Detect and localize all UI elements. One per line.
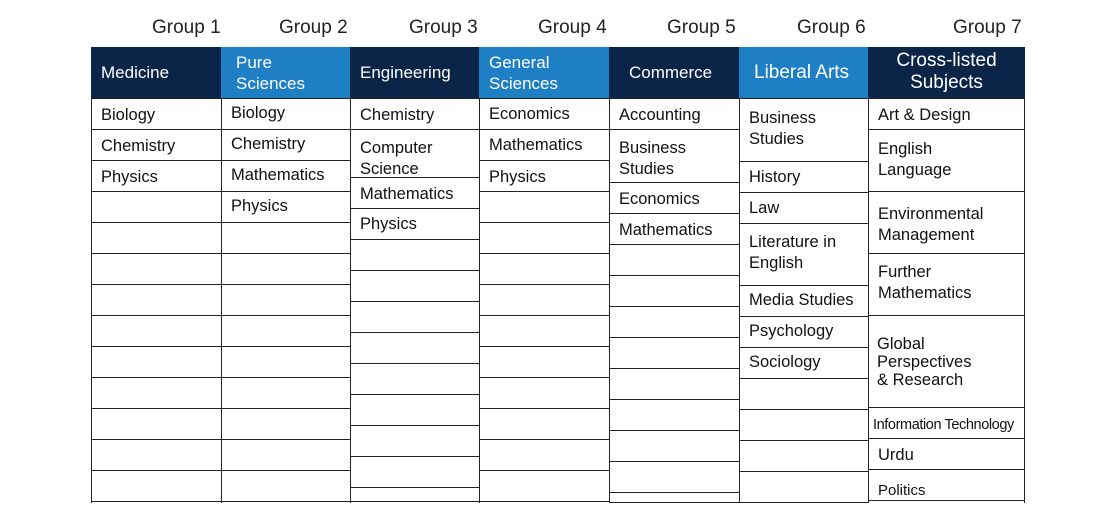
subject-cell [739,286,868,317]
group-4-subject-list [479,98,609,501]
subject-cell [221,471,350,502]
group-7-column [868,47,1025,503]
subject-name: Psychology [749,322,834,340]
subject-cell [609,245,739,276]
subject-name: Biology [231,104,286,122]
column-divider [1024,98,1025,503]
subject-name: Art & Design [878,106,971,124]
subject-name: Mathematics [360,185,454,203]
subject-cell [91,223,221,254]
subject-cell [350,457,479,488]
subject-cell [221,285,350,316]
subject-name: Biology [101,106,156,124]
subject-cell [739,410,868,441]
group-header-label: General Sciences [489,53,558,93]
subject-cell [868,130,1025,192]
group-7-label: Group 7 [953,17,1022,38]
subject-name: Business Studies [619,139,686,178]
group-4-header [479,47,609,98]
group-2-subject-list [221,98,350,501]
subject-cell [479,316,609,347]
subject-cell [350,302,479,333]
subject-cell [221,99,350,130]
subject-cell [868,316,1025,408]
subject-cell [609,400,739,431]
subject-cell [479,161,609,192]
subject-cell [221,161,350,192]
subject-cell [479,347,609,378]
group-5-column [609,47,739,503]
subject-cell [350,364,479,395]
subject-name: Mathematics [489,136,583,154]
subject-cell [739,193,868,224]
group-1-header [91,47,221,98]
group-header-label: Liberal Arts [754,62,850,83]
subject-cell [91,99,221,130]
subject-cell [91,378,221,409]
subject-cell [609,276,739,307]
subject-cell [221,378,350,409]
group-6-header [739,47,868,98]
subject-cell [739,224,868,286]
subject-cell [609,431,739,462]
subject-name: Business Studies [749,109,816,148]
subject-cell [609,338,739,369]
group-6-label: Group 6 [797,17,866,38]
subject-cell [350,178,479,209]
group-3-subject-list [350,98,479,501]
group-3-label: Group 3 [409,17,478,38]
group-1-label: Group 1 [152,17,221,38]
subject-name: History [749,168,801,186]
subject-name: Computer Science [360,139,433,178]
group-1-subject-list [91,98,221,501]
subject-cell [609,307,739,338]
subject-cell [221,409,350,440]
subject-cell [350,209,479,240]
subject-cell [479,254,609,285]
subject-cell [739,99,868,162]
group-2-label: Group 2 [279,17,348,38]
subject-name: Law [749,199,780,217]
group-2-header [221,47,350,98]
subject-cell [91,316,221,347]
subject-cell [479,471,609,502]
group-6-column [739,47,868,503]
subject-cell [479,409,609,440]
group-5-label: Group 5 [667,17,736,38]
subject-cell [91,161,221,192]
subject-cell [739,317,868,348]
subject-cell [479,285,609,316]
subject-cell [350,271,479,302]
subject-cell [91,254,221,285]
group-7-header [868,47,1025,98]
subject-cell [91,409,221,440]
column-divider [739,98,740,503]
subject-cell [609,462,739,493]
subject-name: Mathematics [231,166,325,184]
group-2-column [221,47,350,503]
column-divider [350,98,351,503]
subject-cell [609,183,739,214]
subject-cell [221,130,350,161]
subject-name: Urdu [878,446,914,464]
subject-cell [350,130,479,178]
subject-cell [350,395,479,426]
subject-cell [91,440,221,471]
subject-cell [479,99,609,130]
group-5-subject-list [609,98,739,502]
group-3-column [350,47,479,503]
subject-name: Chemistry [360,106,435,124]
subject-cell [350,333,479,364]
subject-name: Economics [619,190,700,208]
group-header-label: Commerce [629,63,713,82]
subject-cell [868,470,1025,501]
group-6-subject-list [739,98,868,502]
subject-cell [609,369,739,400]
subject-name: Sociology [749,353,821,371]
subject-name: Accounting [619,106,701,124]
subject-name: Chemistry [101,137,176,155]
subject-cell [609,99,739,130]
subject-cell [868,254,1025,316]
subject-cell [221,347,350,378]
subject-name: Physics [101,168,158,186]
group-header-label: Medicine [101,63,170,82]
subject-name: Economics [489,105,570,123]
subject-cell [350,426,479,457]
group-header-label: Engineering [360,63,451,82]
subject-cell [609,130,739,183]
subject-name: Physics [231,197,288,215]
subject-cell [479,223,609,254]
subject-groups-table [91,47,1025,503]
subject-cell [221,192,350,223]
group-7-subject-list [868,98,1025,500]
group-4-column [479,47,609,503]
subject-name: Physics [489,168,546,186]
subject-cell [350,99,479,130]
subject-name: English Language [878,140,952,179]
subject-cell [868,99,1025,130]
subject-name: Further Mathematics [878,263,972,302]
subject-cell [91,192,221,223]
subject-cell [221,223,350,254]
subject-cell [479,440,609,471]
group-header-label: Cross-listed Subjects [896,50,997,93]
subject-name: Physics [360,215,417,233]
subject-cell [739,441,868,472]
subject-cell [609,493,739,503]
subject-cell [739,379,868,410]
subject-cell [609,214,739,245]
subject-name: Chemistry [231,135,306,153]
column-divider [609,98,610,503]
subject-cell [479,378,609,409]
subject-cell [868,192,1025,254]
subject-cell [868,408,1025,439]
subject-cell [91,471,221,502]
subject-name: Information Technology [873,417,1014,433]
column-divider [91,98,92,503]
column-divider [479,98,480,503]
subject-name: Environmental Management [878,205,984,244]
subject-cell [479,192,609,223]
subject-cell [221,316,350,347]
subject-cell [350,240,479,271]
column-divider [868,98,869,503]
subject-cell [221,254,350,285]
group-3-header [350,47,479,98]
subject-cell [91,285,221,316]
subject-cell [739,348,868,379]
column-divider [221,98,222,503]
subject-cell [739,472,868,503]
subject-cell [739,162,868,193]
subject-name: Mathematics [619,221,713,239]
group-5-header [609,47,739,98]
subject-name: Literature in English [749,233,837,272]
group-4-label: Group 4 [538,17,607,38]
group-1-column [91,47,221,503]
group-header-label: Pure Sciences [236,53,305,93]
subject-cell [221,440,350,471]
subject-cell [868,439,1025,470]
subject-name: Global Perspectives & Research [877,335,972,389]
subject-cell [91,347,221,378]
subject-name: Media Studies [749,291,854,309]
subject-cell [91,130,221,161]
subject-name: Politics [878,482,926,499]
subject-cell [350,488,479,502]
subject-cell [479,130,609,161]
